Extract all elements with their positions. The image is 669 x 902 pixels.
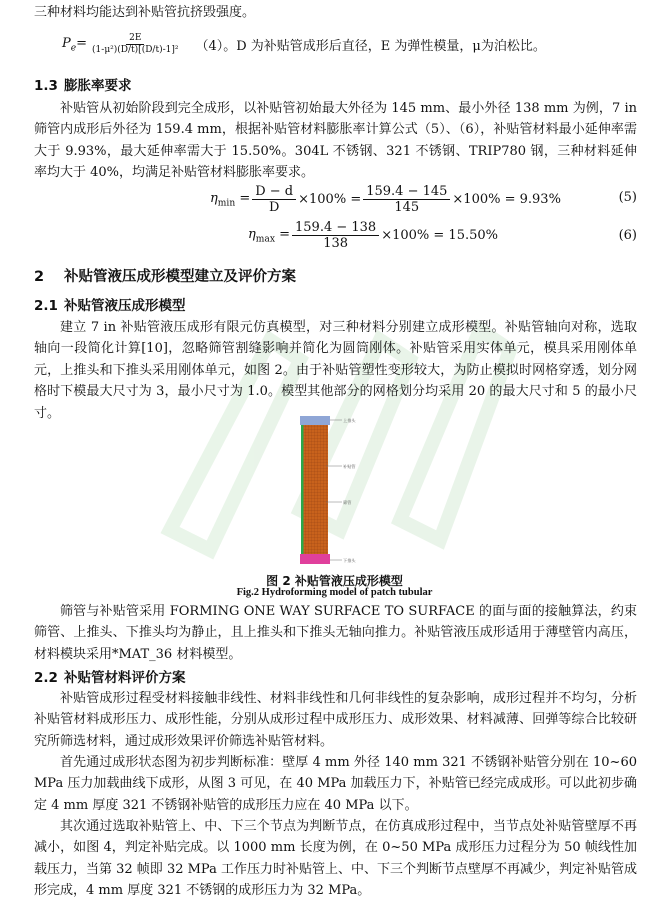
paragraph-1-3: 补贴管从初始阶段到完全成形，以补贴管初始最大外径为 145 mm、最小外径 138 mm 为例，7 in 筛管内成形后外径为 159.4 mm，根据补贴管材料膨胀率计算公式（5）、（6），补贴管材料最小延伸率需大于 9.93%，最大延伸率需大于 15.50%。304L 不锈钢、321 不锈钢、TRIP780 钢，三种材料延伸率均大于 40%，均满足补贴管材料膨胀率要求。 bbox=[34, 101, 637, 181]
label-patch-tube: 补贴管 bbox=[343, 464, 356, 469]
hydroforming-model-figure bbox=[296, 414, 378, 566]
eq6-denominator: 138 bbox=[323, 236, 349, 251]
eq5-denominator-2: 145 bbox=[394, 200, 420, 215]
eq6-tail: ×100% = 15.50% bbox=[381, 228, 498, 243]
paragraph-2-2-a: 补贴管成形过程受材料接触非线性、材料非线性和几何非线性的复杂影响，成形过程并不均匀，分析补贴管材料成形压力、成形性能，分别从成形过程中成形压力、成形效果、材料减薄、回弹等综合比较研究所筛选材料，通过成形效果评价筛选补贴管材料。 bbox=[34, 691, 637, 749]
eq5-number: (5) bbox=[618, 190, 637, 205]
eq5-tail: ×100% = 9.93% bbox=[452, 192, 561, 207]
figure-caption-cn: 图 2 补贴管液压成形模型 bbox=[266, 574, 403, 588]
eq5-denominator-1: D bbox=[268, 200, 280, 215]
section-2-2-number: 2.2 bbox=[34, 670, 58, 686]
formula-4-numerator: 2E bbox=[126, 33, 144, 45]
eq5-numerator-1: D − d bbox=[252, 184, 296, 200]
section-2-title: 补贴管液压成形模型建立及评价方案 bbox=[64, 269, 296, 285]
upper-punch bbox=[300, 416, 330, 425]
figure-caption-en: Fig.2 Hydroforming model of patch tubular bbox=[236, 587, 433, 598]
section-2-heading bbox=[34, 265, 296, 286]
paragraph-2-1-a: 建立 7 in 补贴管液压成形有限元仿真模型，对三种材料分别建立成形模型。补贴管轴向对称，选取轴向一段简化计算[10]，忽略筛管割缝影响并简化为圆筒刚体。补贴管采用实体单元，模具采用刚体单元，上推头和下推头采用刚体单元，如图 2。由于补贴管塑性变形较大，为防止模拟时网格穿透，划分网格时下模最大尺寸为 3，最小尺寸为 1.0。模型其他部分的网格划分均采用 20 的最大尺寸和 5 的最小尺寸。 bbox=[34, 320, 637, 421]
label-lower-punch: 下推头 bbox=[343, 558, 356, 563]
eq5-fraction-2 bbox=[363, 184, 450, 215]
section-2-1-heading bbox=[34, 294, 186, 314]
eq5-lhs-sub: min bbox=[217, 198, 236, 209]
screen-pipe bbox=[301, 425, 304, 554]
formula-4-lhs: P bbox=[62, 35, 71, 51]
section-2-1-title: 补贴管液压成形模型 bbox=[64, 298, 186, 314]
intro-line: 三种材料均能达到补贴管抗挤毁强度。 bbox=[34, 5, 256, 20]
equation-6: $\eta_{max}$ = $\frac{159.4 - 138}{138}$ ×100% = 15.50% bbox=[248, 220, 498, 251]
section-2-1-number: 2.1 bbox=[34, 298, 58, 314]
paragraph-2-1-b: 筛管与补贴管采用 FORMING ONE WAY SURFACE TO SURFACE 的面与面的接触算法，约束筛管、上推头、下推头均为静止，且上推头和下推头无轴向推力。补贴管液压成形适用于薄壁管内高压，材料模块采用*MAT_36 材料模型。 bbox=[34, 604, 637, 662]
formula-4-lhs-sub: e bbox=[70, 43, 77, 54]
eq6-fraction bbox=[292, 220, 379, 251]
eq6-number: (6) bbox=[618, 228, 637, 243]
eq5-mid: ×100% = bbox=[298, 192, 362, 207]
label-screen-pipe: 筛管 bbox=[343, 500, 352, 505]
section-1-3-heading bbox=[34, 74, 132, 94]
patch-tube bbox=[302, 425, 328, 554]
formula-4-denominator: (1-μ²)(D/t)[(D/t)-1]² bbox=[92, 45, 179, 55]
eq6-lhs: η bbox=[248, 226, 256, 242]
section-2-number: 2 bbox=[34, 269, 45, 285]
eq6-numerator: 159.4 − 138 bbox=[292, 220, 379, 236]
section-1-3-title: 膨胀率要求 bbox=[64, 78, 132, 94]
formula-4-tail: （4）。D 为补贴管成形后直径，E 为弹性模量，μ为泊松比。 bbox=[195, 39, 546, 54]
label-upper-punch: 上推头 bbox=[343, 418, 356, 423]
eq5-fraction-1 bbox=[252, 184, 296, 215]
section-2-2-title: 补贴管材料评价方案 bbox=[64, 670, 186, 686]
eq5-numerator-2: 159.4 − 145 bbox=[363, 184, 450, 200]
paragraph-2-2-b: 首先通过成形状态图为初步判断标准：壁厚 4 mm 外径 140 mm 321 不锈钢补贴管分别在 10~60 MPa 压力加载曲线下成形，从图 3 可见，在 40 MPa 加载压力下，补贴管已经完成成形。可以此初步确定 4 mm 厚度 321 不锈钢补贴管的成形压力应在 40 MPa 以下。 bbox=[34, 755, 637, 813]
section-1-3-number: 1.3 bbox=[34, 78, 58, 94]
lower-punch bbox=[300, 554, 330, 564]
section-2-2-heading bbox=[34, 666, 186, 686]
paragraph-2-2-c: 其次通过选取补贴管上、中、下三个节点为判断节点，在仿真成形过程中，当节点处补贴管壁厚不再减小，如图 4，判定补贴完成。以 1000 mm 长度为例，在 0~50 MPa 成形压力过程分为 50 帧线性加载压力，当第 32 帧即 32 MPa 工作压力时补贴管上、中、下三个判断节点壁厚不再减少，判定补贴管成形完成，4 mm 厚度 321 不锈钢的成形压力为 32 MPa。 bbox=[34, 819, 637, 899]
eq6-lhs-sub: max bbox=[255, 234, 275, 245]
eq5-lhs: η bbox=[210, 190, 218, 206]
formula-4-fraction bbox=[89, 33, 181, 56]
formula-4: $P_e=$ $\frac{2E}{\text{(1-μ²)(D/t)[(D/t)-1]²}}$ （4）。D 为补贴管成形后直径，E 为弹性模量，μ为泊松比。 bbox=[62, 33, 546, 55]
equation-5: $\eta_{min}$ = $\frac{D - d}{D}$ ×100% = $\frac{159.4 - 145}{145}$ ×100% = 9.93% bbox=[210, 184, 561, 215]
